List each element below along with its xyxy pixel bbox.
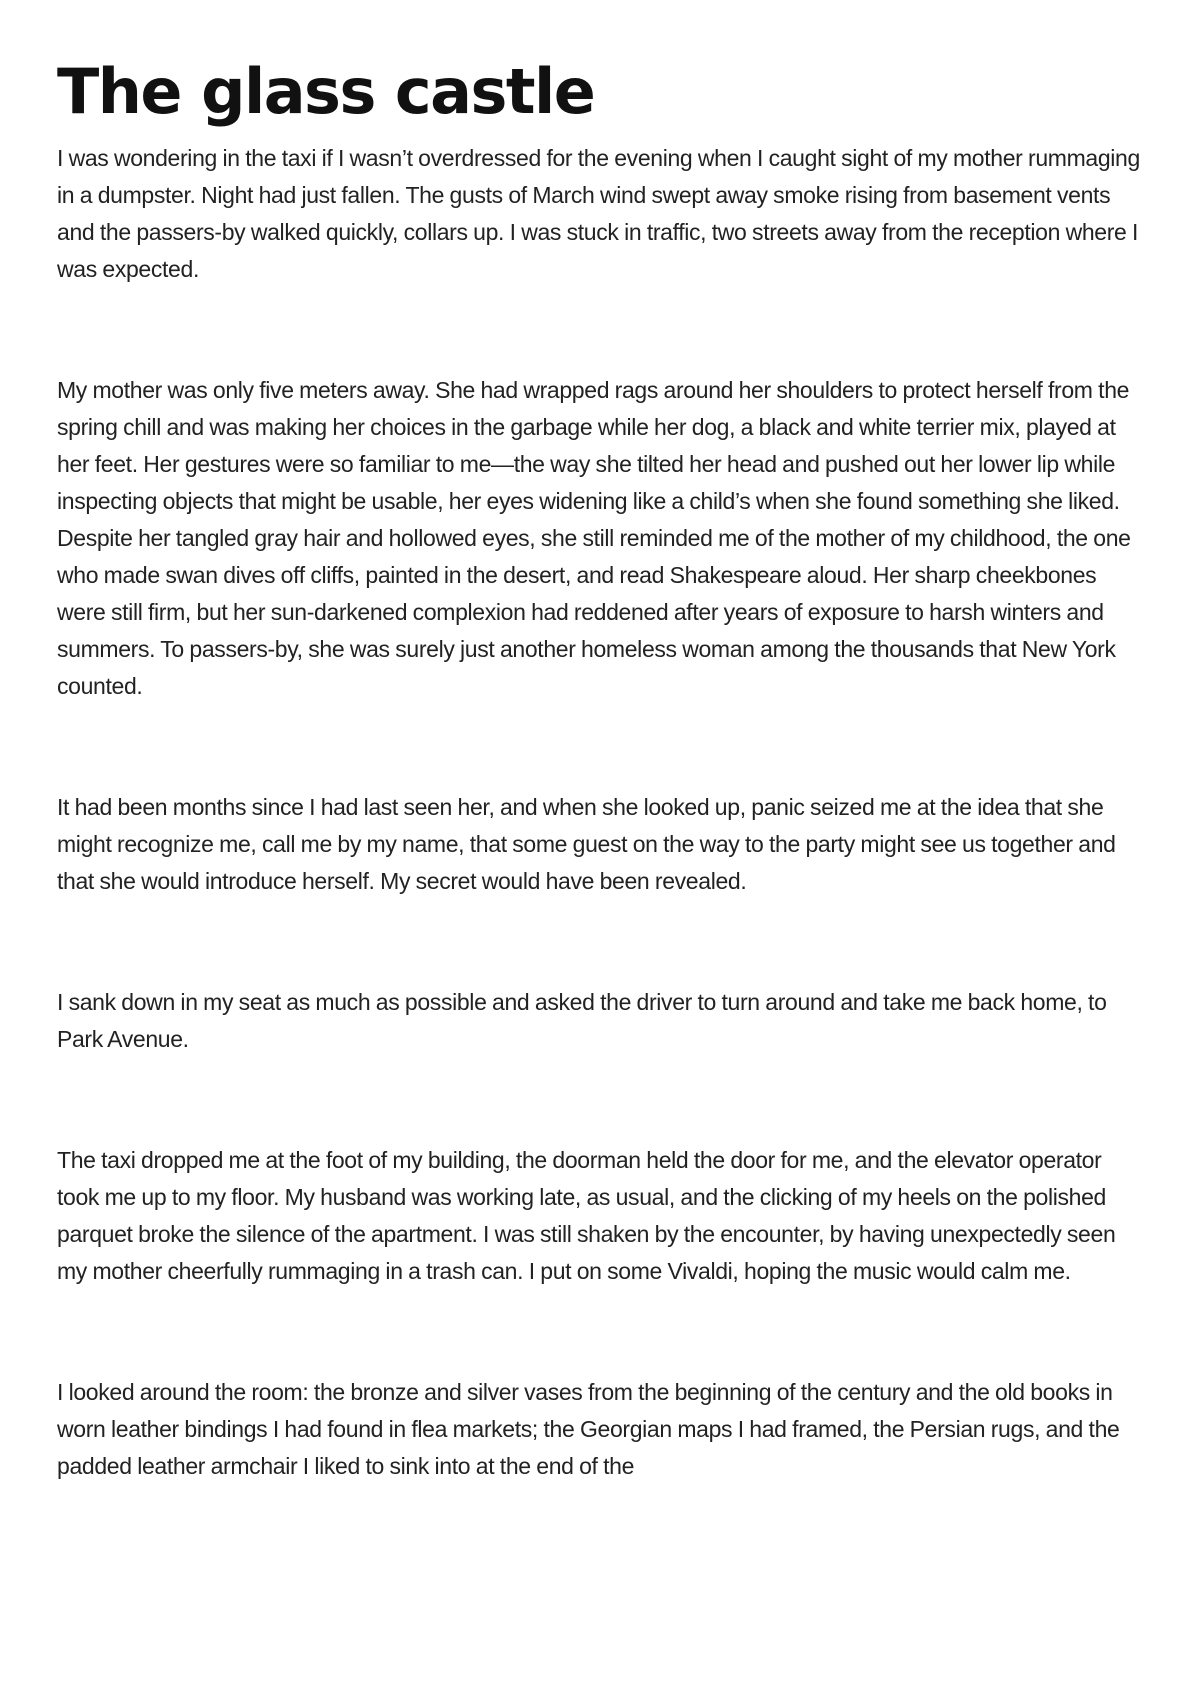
paragraph: The taxi dropped me at the foot of my building, the doorman held the door for me, and the elevator operator took me up to my floor. My husband was working late, as usual, and the clicking of my heels on the polished parquet broke the silence of the apartment. I was still shaken by the encounter, by having unexpectedly seen my mother cheerfully rummaging in a trash can. I put on some Vivaldi, hoping the music would calm me. (57, 1146, 1116, 1284)
document-body (57, 140, 1147, 1485)
paragraph: I sank down in my seat as much as possible and asked the driver to turn around and take me back home, to Park Avenue. (57, 988, 1107, 1052)
paragraph: It had been months since I had last seen her, and when she looked up, panic seized me at the idea that she might recognize me, call me by my name, that some guest on the way to the party might see us together and that she would introduce herself. My secret would have been revealed. (57, 793, 1116, 894)
paragraph: My mother was only five meters away. She had wrapped rags around her shoulders to protect herself from the spring chill and was making her choices in the garbage while her dog, a black and white terrier mix, played at her feet. Her gestures were so familiar to me—the way she tilted her head and pushed out her lower lip while inspecting objects that might be usable, her eyes widening like a child’s when she found something she liked. Despite her tangled gray hair and hollowed eyes, she still reminded me of the mother of my childhood, the one who made swan dives off cliffs, painted in the desert, and read Shakespeare aloud. Her sharp cheekbones were still firm, but her sun-darkened complexion had reddened after years of exposure to harsh winters and summers. To passers-by, she was surely just another homeless woman among the thousands that New York counted. (57, 376, 1131, 699)
document-page (57, 52, 1147, 1569)
paragraph: I was wondering in the taxi if I wasn’t overdressed for the evening when I caught sight of my mother rummaging in a dumpster. Night had just fallen. The gusts of March wind swept away smoke rising from basement vents and the passers-by walked quickly, collars up. I was stuck in traffic, two streets away from the reception where I was expected. (57, 144, 1140, 282)
document-title: The glass castle (57, 55, 595, 128)
paragraph: I looked around the room: the bronze and silver vases from the beginning of the century and the old books in worn leather bindings I had found in flea markets; the Georgian maps I had framed, the Persian rugs, and the padded leather armchair I liked to sink into at the end of the (57, 1378, 1120, 1479)
